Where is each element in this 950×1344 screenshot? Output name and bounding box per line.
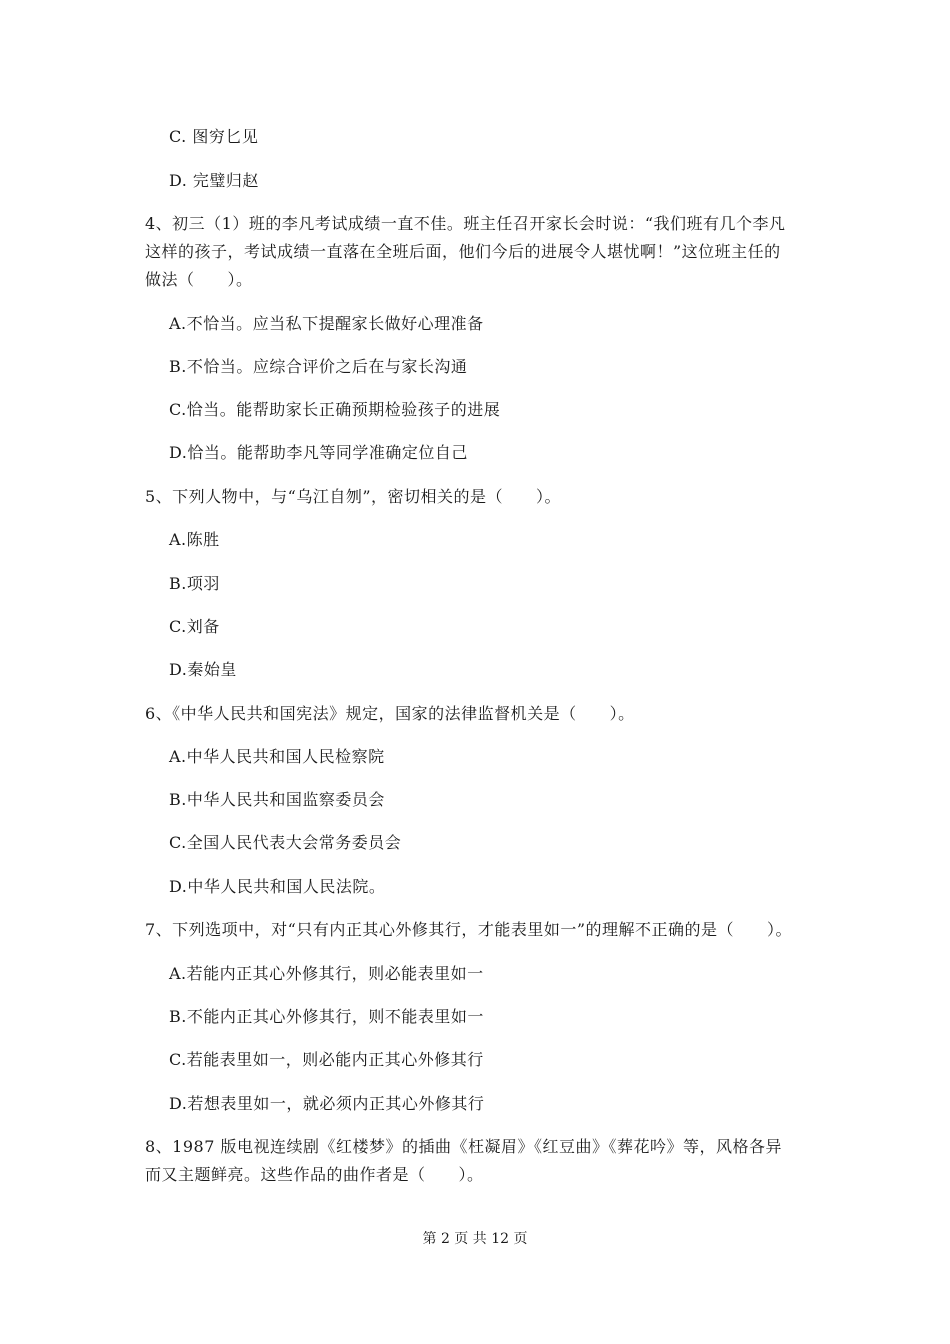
q7-stem: 7、下列选项中，对“只有内正其心外修其行，才能表里如一”的理解不正确的是（ ）。: [145, 920, 793, 939]
q6-option-c: C.全国人民代表大会常务委员会: [169, 833, 402, 852]
q8-stem-line-2: 而又主题鲜亮。这些作品的曲作者是（ ）。: [145, 1165, 484, 1184]
q5-option-b: B.项羽: [169, 574, 220, 593]
q6-option-a: A.中华人民共和国人民检察院: [169, 747, 385, 766]
q4-option-c: C.恰当。能帮助家长正确预期检验孩子的进展: [169, 400, 501, 419]
q7-option-b: B.不能内正其心外修其行，则不能表里如一: [169, 1007, 484, 1026]
q4-stem-line-3: 做法（ ）。: [145, 270, 253, 289]
q5-option-c: C.刘备: [169, 617, 220, 636]
q7-option-d: D.若想表里如一，就必须内正其心外修其行: [169, 1094, 485, 1113]
q8-stem-line-1: 8、1987 版电视连续剧《红楼梦》的插曲《枉凝眉》《红豆曲》《葬花吟》等，风格各异: [145, 1137, 782, 1156]
q5-option-a: A.陈胜: [169, 530, 220, 549]
q5-option-d: D.秦始皇: [169, 660, 237, 679]
q5-stem: 5、下列人物中，与“乌江自刎”，密切相关的是（ ）。: [145, 487, 562, 506]
q4-stem-line-1: 4、初三（1）班的李凡考试成绩一直不佳。班主任召开家长会时说：“我们班有几个李凡: [145, 214, 786, 233]
q7-option-c: C.若能表里如一，则必能内正其心外修其行: [169, 1050, 484, 1069]
q6-option-d: D.中华人民共和国人民法院。: [169, 877, 386, 896]
page-number-footer: 第 2 页 共 12 页: [422, 1231, 528, 1247]
q3-option-d: D. 完璧归赵: [169, 171, 259, 190]
q6-stem: 6、《中华人民共和国宪法》规定，国家的法律监督机关是（ ）。: [145, 704, 635, 723]
q4-stem-line-2: 这样的孩子，考试成绩一直落在全班后面，他们今后的进展令人堪忧啊！”这位班主任的: [145, 242, 781, 261]
q4-option-d: D.恰当。能帮助李凡等同学准确定位自己: [169, 443, 468, 462]
q4-option-a: A.不恰当。应当私下提醒家长做好心理准备: [169, 314, 484, 333]
q6-option-b: B.中华人民共和国监察委员会: [169, 790, 385, 809]
q3-option-c: C. 图穷匕见: [169, 127, 259, 146]
q4-option-b: B.不恰当。应综合评价之后在与家长沟通: [169, 357, 468, 376]
q7-option-a: A.若能内正其心外修其行，则必能表里如一: [169, 964, 484, 983]
